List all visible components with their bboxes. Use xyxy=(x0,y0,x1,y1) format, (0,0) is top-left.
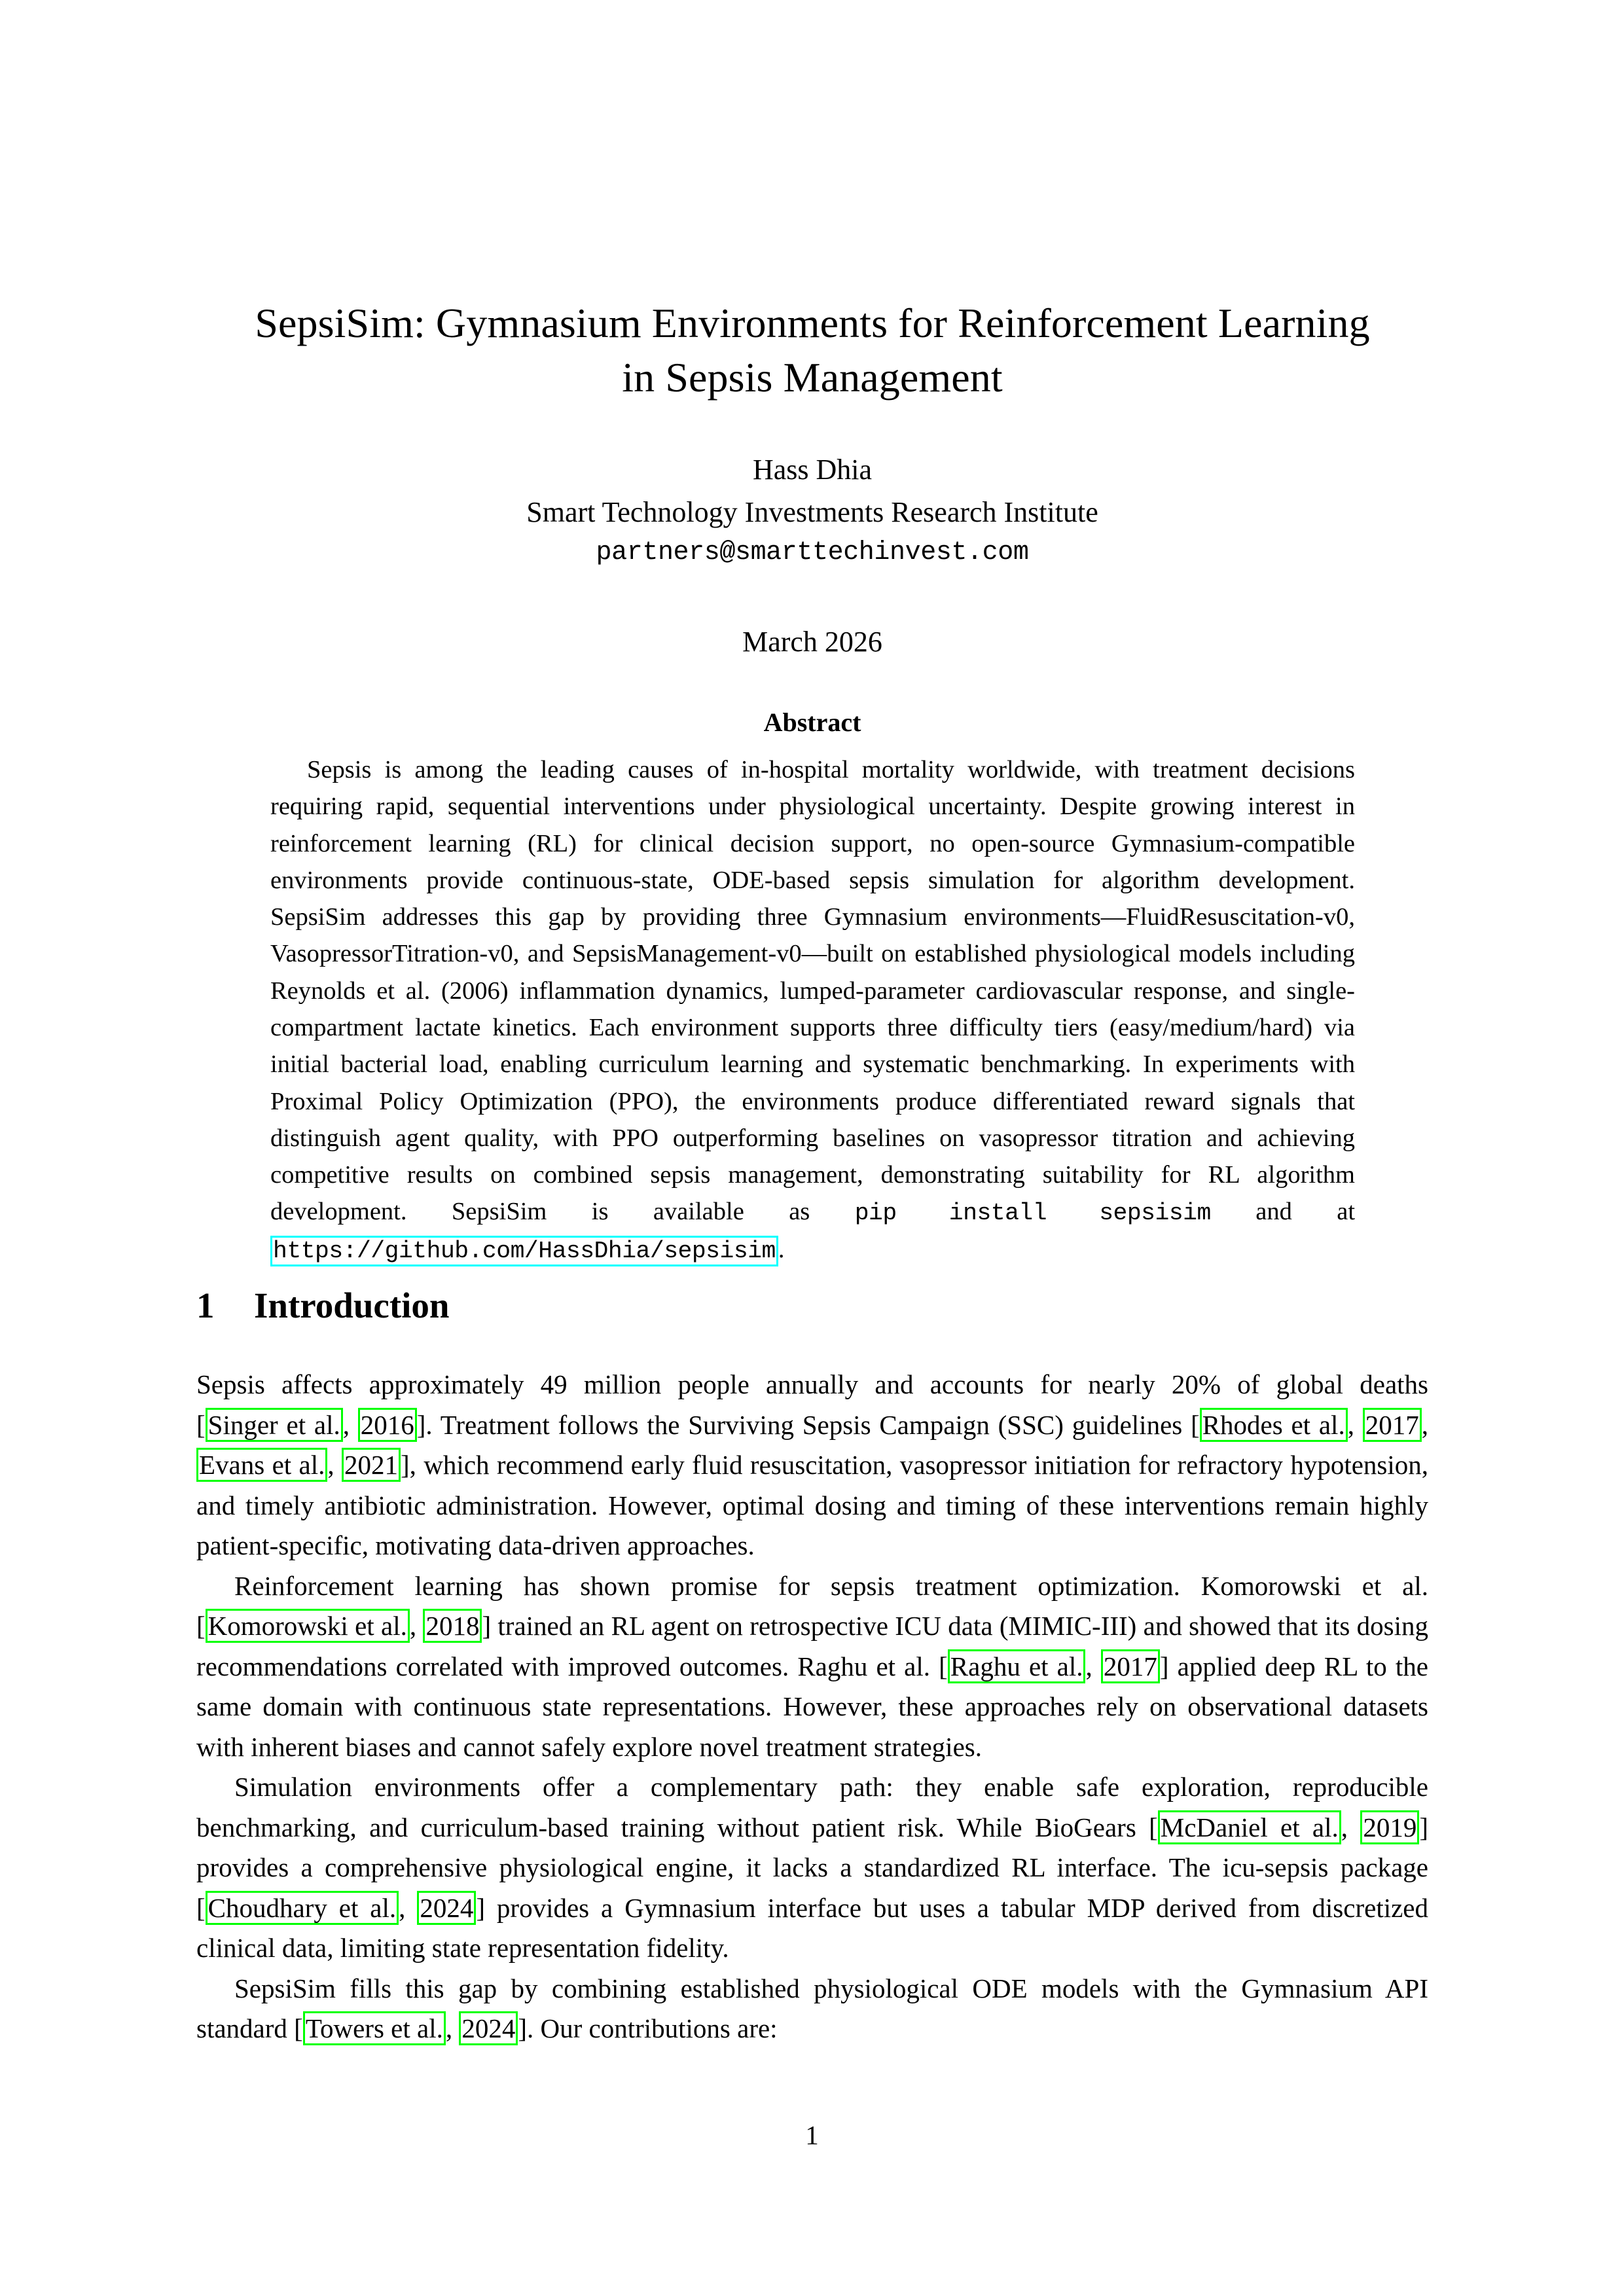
citation-towers-year[interactable]: 2024 xyxy=(459,2011,518,2045)
para2-sep-2: , xyxy=(1085,1651,1101,1681)
citation-komorowski[interactable]: Komorowski et al. xyxy=(206,1609,410,1643)
citation-mcdaniel-year[interactable]: 2019 xyxy=(1360,1810,1419,1844)
publication-date: March 2026 xyxy=(742,626,882,658)
para3-sep-2: , xyxy=(399,1892,418,1923)
abstract-text-part-3: . xyxy=(778,1235,785,1263)
author-email: partners@smarttechinvest.com xyxy=(596,538,1029,567)
paragraph-1 xyxy=(196,1365,1428,1566)
para1-sep-3: , xyxy=(1421,1409,1428,1440)
para1-text-2: ]. Treatment follows the Surviving Sepsis Campaign (SSC) guidelines [ xyxy=(416,1409,1200,1440)
para1-sep-1: , xyxy=(342,1409,358,1440)
para4-text-1: SepsiSim fills this gap by combining established physiological ODE models with the Gymnasium API standard [ xyxy=(196,1973,1428,2043)
citation-evans[interactable]: Evans et al. xyxy=(196,1448,327,1482)
para4-sep-1: , xyxy=(445,2013,460,2043)
page-number: 1 xyxy=(805,2120,819,2150)
abstract-text-part-2: and at xyxy=(1210,1198,1356,1226)
citation-komorowski-year[interactable]: 2018 xyxy=(423,1609,482,1643)
paper-title-line-1: SepsiSim: Gymnasium Environments for Reinforcement Learning xyxy=(255,300,1370,346)
para1-sep-2: , xyxy=(1347,1409,1363,1440)
author-name: Hass Dhia xyxy=(752,454,873,486)
introduction-body xyxy=(196,1365,1428,2049)
citation-towers[interactable]: Towers et al. xyxy=(303,2011,446,2045)
paper-title-line-2: in Sepsis Management xyxy=(622,354,1003,401)
para1-sep-4: , xyxy=(327,1450,342,1480)
pip-install-command: pip install sepsisim xyxy=(854,1200,1211,1227)
para2-text-3: ] applied deep RL to the same domain with continuous state representations. However, these approaches rely on observational datasets with inherent biases and cannot safely explore novel treatment strategies. xyxy=(196,1651,1428,1762)
citation-rhodes-year[interactable]: 2017 xyxy=(1363,1408,1422,1442)
para3-text-2: ] provides a comprehensive physiological engine, it lacks a standardized RL interface. The icu-sepsis package [ xyxy=(196,1812,1428,1923)
citation-singer-year[interactable]: 2016 xyxy=(358,1408,417,1442)
paragraph-3 xyxy=(196,1767,1428,1969)
citation-choudhary[interactable]: Choudhary et al. xyxy=(206,1891,399,1925)
author-block xyxy=(196,452,1428,569)
para4-text-2: ]. Our contributions are: xyxy=(518,2013,778,2043)
para1-text-3: ], which recommend early fluid resuscitation, vasopressor initiation for refractory hypotension, and timely antibiotic administration. However, optimal dosing and timing of these interventions remain highly patient-specific, motivating data-driven approaches. xyxy=(196,1450,1428,1560)
citation-rhodes[interactable]: Rhodes et al. xyxy=(1200,1408,1348,1442)
section-title: Introduction xyxy=(254,1285,450,1325)
para2-sep-1: , xyxy=(409,1611,424,1641)
citation-evans-year[interactable]: 2021 xyxy=(342,1448,401,1482)
section-heading-introduction xyxy=(196,1285,450,1326)
para1-text-1: Sepsis affects approximately 49 million people annually and accounts for nearly 20% of global deaths [ xyxy=(196,1369,1428,1440)
citation-mcdaniel[interactable]: McDaniel et al. xyxy=(1158,1810,1341,1844)
para2-text-2: ] trained an RL agent on retrospective ICU data (MIMIC-III) and showed that its dosing recommendations correlated with improved outcomes. Raghu et al. [ xyxy=(196,1611,1428,1681)
para3-sep-1: , xyxy=(1341,1812,1361,1842)
github-repository-link[interactable]: https://github.com/HassDhia/sepsisim xyxy=(270,1236,778,1266)
citation-raghu[interactable]: Raghu et al. xyxy=(948,1649,1086,1683)
abstract-heading: Abstract xyxy=(763,708,861,737)
abstract-body xyxy=(270,751,1355,1268)
paragraph-2 xyxy=(196,1566,1428,1768)
title-block xyxy=(196,296,1428,404)
abstract-text-part-1: Sepsis is among the leading causes of in-hospital mortality worldwide, with treatment decisions requiring rapid, sequential interventions under physiological uncertainty. Despite growing interest in reinforcement learning (RL) for clinical decision support, no open-source Gymnasium-compatible environments provide continuous-state, ODE-based sepsis simulation for algorithm development. SepsiSim addresses this gap by providing three Gymnasium environments—FluidResuscitation-v0, VasopressorTitration-v0, and SepsisManagement-v0—built on established physiological models including Reynolds et al. (2006) inflammation dynamics, lumped-parameter cardiovascular response, and single-compartment lactate kinetics. Each environment supports three difficulty tiers (easy/medium/hard) via initial bacterial load, enabling curriculum learning and systematic benchmarking. In experiments with Proximal Policy Optimization (PPO), the environments produce differentiated reward signals that distinguish agent quality, with PPO outperforming baselines on vasopressor titration and achieving competitive results on combined sepsis management, demonstrating suitability for RL algorithm development. SepsiSim is available as xyxy=(270,756,1355,1226)
para3-text-3: ] provides a Gymnasium interface but uses a tabular MDP derived from discretized clinical data, limiting state representation fidelity. xyxy=(196,1892,1428,1963)
section-number: 1 xyxy=(196,1285,215,1325)
citation-singer[interactable]: Singer et al. xyxy=(206,1408,343,1442)
paragraph-4 xyxy=(196,1969,1428,2049)
para3-text-1: Simulation environments offer a complementary path: they enable safe exploration, reproducible benchmarking, and curriculum-based training without patient risk. While BioGears [ xyxy=(196,1772,1428,1842)
citation-choudhary-year[interactable]: 2024 xyxy=(417,1891,476,1925)
citation-raghu-year[interactable]: 2017 xyxy=(1101,1649,1160,1683)
author-affiliation: Smart Technology Investments Research Institute xyxy=(526,496,1098,528)
para2-text-1: Reinforcement learning has shown promise for sepsis treatment optimization. Komorowski et al. [ xyxy=(196,1570,1428,1641)
page-title xyxy=(196,296,1428,404)
